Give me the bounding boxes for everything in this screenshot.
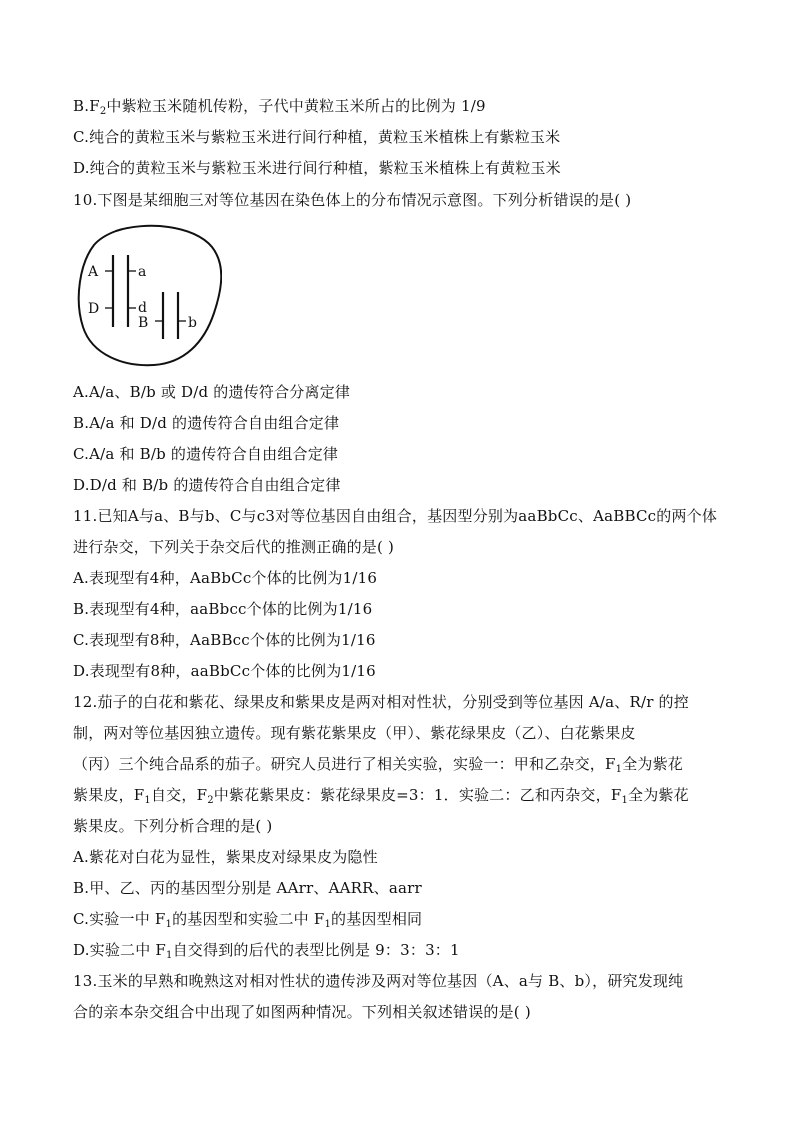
q12-option-b: B.甲、乙、丙的基因型分别是 AArr、AARR、aarr	[73, 879, 422, 897]
cell-outline	[79, 226, 222, 365]
q11-stem-line-1: 11.已知A与a、B与b、C与c3对等位基因自由组合，基因型分别为aaBbCc、AaBBCc的两个体	[73, 507, 718, 525]
label-A: A	[88, 264, 99, 280]
q12-stem-line-4: 紫果皮，$F_1$自交，$F_2$中紫花紫果皮：紫花绿果皮=3：1．实验二：乙和丙杂交，$F_1$全为紫花	[73, 786, 689, 806]
q10-option-a: A.A/a、B/b 或 D/d 的遗传符合分离定律	[73, 383, 351, 401]
q10-option-b: B.A/a 和 D/d 的遗传符合自由组合定律	[73, 414, 340, 432]
q11-option-c: C.表现型有8种，AaBBcc个体的比例为1/16	[73, 631, 376, 649]
q12-option-d: D.实验二中 $F_1$自交得到的后代的表型比例是 9：3：3：1	[73, 941, 460, 961]
label-B: B	[138, 315, 149, 331]
q11-stem-line-2: 进行杂交，下列关于杂交后代的推测正确的是( )	[73, 538, 395, 556]
q9-option-d: D.纯合的黄粒玉米与紫粒玉米进行间行种植，紫粒玉米植株上有黄粒玉米	[73, 159, 561, 177]
label-D: D	[88, 301, 100, 317]
q12-stem-line-1: 12.茄子的白花和紫花、绿果皮和紫果皮是两对相对性状，分别受到等位基因 A/a、R/r 的控	[73, 693, 689, 711]
q9-option-b: $B.F_2$中紫粒玉米随机传粉，子代中黄粒玉米所占的比例为 1/9	[73, 97, 486, 117]
q13-stem-line-2: 合的亲本杂交组合中出现了如图两种情况。下列相关叙述错误的是( )	[73, 1003, 531, 1021]
q11-option-a: A.表现型有4种，AaBbCc个体的比例为1/16	[73, 569, 378, 587]
label-b: b	[188, 315, 197, 331]
q12-stem-line-3: （丙）三个纯合品系的茄子。研究人员进行了相关实验，实验一：甲和乙杂交，$F_1$全为紫花	[73, 755, 683, 775]
label-a: a	[138, 264, 147, 280]
q12-stem-line-2: 制，两对等位基因独立遗传。现有紫花紫果皮（甲）、紫花绿果皮（乙）、白花紫果皮	[73, 724, 636, 742]
chromosome-cell-diagram	[76, 223, 222, 367]
label-d: d	[138, 300, 147, 316]
q12-option-c: C.实验一中 $F_1$的基因型和实验二中 $F_1$的基因型相同	[73, 910, 423, 930]
q9-option-c: C.纯合的黄粒玉米与紫粒玉米进行间行种植，黄粒玉米植株上有紫粒玉米	[73, 128, 561, 146]
q12-option-a: A.紫花对白花为显性，紫果皮对绿果皮为隐性	[73, 848, 378, 866]
q13-stem-line-1: 13.玉米的早熟和晚熟这对相对性状的遗传涉及两对等位基因（A、a与 B、b），研究发现纯	[73, 972, 684, 990]
q12-stem-line-5: 紫果皮。下列分析合理的是( )	[73, 817, 273, 835]
q11-option-d: D.表现型有8种，aaBbCc个体的比例为1/16	[73, 662, 376, 680]
q10-stem: 10.下图是某细胞三对等位基因在染色体上的分布情况示意图。下列分析错误的是( )	[73, 191, 632, 209]
q11-option-b: B.表现型有4种，aaBbcc个体的比例为1/16	[73, 600, 373, 618]
q10-option-d: D.D/d 和 B/b 的遗传符合自由组合定律	[73, 476, 341, 494]
q10-option-c: C.A/a 和 B/b 的遗传符合自由组合定律	[73, 445, 339, 463]
